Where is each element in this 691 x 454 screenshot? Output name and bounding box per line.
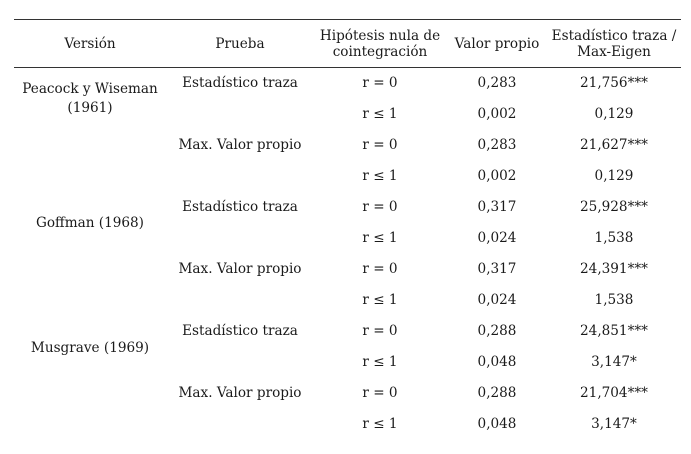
row-statistic: 24,391*** [580,261,648,277]
row-test: Max. Valor propio [178,385,302,401]
row-hypothesis: r ≤ 1 [362,416,398,432]
row-eigenvalue: 0,288 [477,323,517,339]
row-statistic: 25,928*** [580,199,648,215]
row-hypothesis: r ≤ 1 [362,168,398,184]
header-version: Versión [64,36,116,52]
version-peacock-line1: Peacock y Wiseman [22,81,158,97]
row-hypothesis: r ≤ 1 [362,230,398,246]
row-eigenvalue: 0,283 [477,75,517,91]
row-eigenvalue: 0,048 [477,416,517,432]
header-test: Prueba [215,36,265,52]
row-test: Max. Valor propio [178,137,302,153]
row-hypothesis: r = 0 [362,199,398,215]
header-eigenvalue: Valor propio [454,36,540,52]
row-eigenvalue: 0,002 [477,168,517,184]
row-test: Estadístico traza [182,75,298,91]
row-eigenvalue: 0,002 [477,106,517,122]
row-hypothesis: r = 0 [362,261,398,277]
row-eigenvalue: 0,048 [477,354,517,370]
row-hypothesis: r ≤ 1 [362,292,398,308]
row-statistic: 1,538 [594,292,634,308]
row-eigenvalue: 0,024 [477,292,517,308]
row-eigenvalue: 0,317 [477,261,517,277]
row-hypothesis: r = 0 [362,323,398,339]
row-statistic: 1,538 [594,230,634,246]
row-test: Max. Valor propio [178,261,302,277]
row-statistic: 0,129 [594,106,634,122]
row-hypothesis: r = 0 [362,385,398,401]
header-null-hypothesis-line1: Hipótesis nula de [319,28,441,44]
header-statistic-line1: Estadístico traza / [551,28,677,44]
row-eigenvalue: 0,283 [477,137,517,153]
row-test: Estadístico traza [182,199,298,215]
row-eigenvalue: 0,317 [477,199,517,215]
row-statistic: 3,147* [591,416,637,432]
row-statistic: 3,147* [591,354,637,370]
header-statistic-line2: Max-Eigen [577,44,651,60]
version-peacock-line2: (1961) [67,100,113,116]
row-test: Estadístico traza [182,323,298,339]
version-goffman: Goffman (1968) [36,215,144,231]
row-statistic: 0,129 [594,168,634,184]
header-null-hypothesis-line2: cointegración [332,44,428,60]
row-statistic: 21,756*** [580,75,648,91]
row-hypothesis: r = 0 [362,75,398,91]
row-hypothesis: r = 0 [362,137,398,153]
table-header-rule [14,67,681,68]
row-eigenvalue: 0,024 [477,230,517,246]
version-musgrave: Musgrave (1969) [30,340,150,356]
row-statistic: 24,851*** [580,323,648,339]
row-statistic: 21,627*** [580,137,648,153]
row-statistic: 21,704*** [580,385,648,401]
row-hypothesis: r ≤ 1 [362,354,398,370]
row-eigenvalue: 0,288 [477,385,517,401]
row-hypothesis: r ≤ 1 [362,106,398,122]
table-top-rule [14,19,681,20]
